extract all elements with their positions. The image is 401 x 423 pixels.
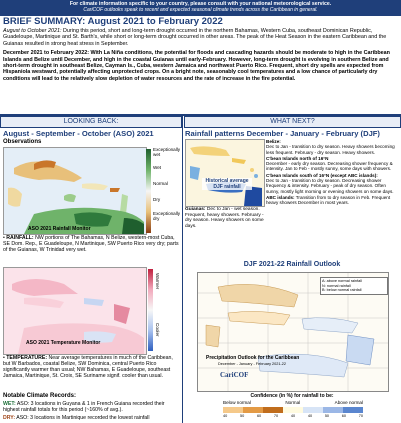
conf-swatch-3 [263, 407, 283, 413]
legend-cooler: Cooler [155, 323, 160, 337]
dry-record [3, 415, 180, 421]
belize-text: Dec to Jan - transition to dry season. Heavy showers becoming less frequent. February - dry season. Heavy showers. [266, 144, 395, 155]
what-next-header: WHAT NEXT? [184, 116, 401, 128]
historical-label: Historical average DJF rainfall [202, 178, 252, 190]
info-banner [0, 0, 401, 16]
outlook-key [320, 277, 388, 295]
guianas-block [185, 207, 265, 229]
tick: 60 [341, 414, 347, 418]
key-normal: N: normal rainfall [322, 283, 351, 288]
brief-summary [3, 16, 398, 82]
tick: 50 [324, 414, 330, 418]
tick: 70 [273, 414, 279, 418]
rainfall-legend [153, 147, 181, 221]
outlook-title: DJF 2021-22 Rainfall Outlook [243, 261, 341, 268]
conf-swatch-7 [343, 407, 363, 413]
tick: 40 [307, 414, 313, 418]
banner-line-2: CariCOF outlooks speak to recent and expected seasonal climate trends across the Caribbean in general. [83, 7, 318, 13]
brief-title: BRIEF SUMMARY: August 2021 to February 2022 [3, 16, 223, 27]
dry-lead: DRY: [3, 415, 16, 421]
temperature-monitor-map [3, 267, 147, 355]
outlook-map [197, 272, 389, 392]
aso-lead: August to October 2021: [3, 28, 62, 34]
legend-normal: Normal [153, 181, 168, 186]
conf-swatch-6 [323, 407, 343, 413]
north-islands-note [266, 156, 399, 172]
belize-note [266, 139, 399, 155]
rainfall-map-graphic [4, 148, 146, 234]
temperature-map-caption: ASO 2021 Temperature Monitor [26, 340, 101, 346]
dry-text: ASO: 3 locations in Martinique recorded the lowest rainfall [16, 415, 150, 421]
wet-record [3, 401, 180, 413]
temperature-summary: • TEMPERATURE: Near average temperatures in much of the Caribbean, but W Barbados, coastal Belize, SW Dominica, central Puerto Rico significantly warmer than usual; NW Bahamas, E Guadeloupe, southeast Jamaica, Martinique, St. Croix, SE Suriname signif. cooler than usual. [3, 355, 173, 379]
djf-text: With La Niña conditions, the potential for floods and cascading hazards should be moderate to high in the Caribbean Islands and Belize until December, and high in the coastal Guianas until early-February. However, long-term drought is evolving in southern Belize and short-term drought in southeast Belize, Cayman Is., Cuba, western Jamaica and northwest Puerto Rico. Frequent, short dry spells are expected from Hispaniola westward, potentially affecting unprotected crops. On a bright note, seasonably cool temperatures and a low chance of particularly dry conditions will lead to the relatively slow depletion of water resources and the rate of increase in the fire potential. [3, 50, 390, 82]
brief-paragraph-aso [3, 28, 398, 47]
brief-paragraph-djf [3, 50, 398, 82]
records-title: Notable Climate Records: [3, 393, 77, 399]
confidence-colorbar [223, 407, 363, 413]
aso-title: August - September - October (ASO) 2021 [3, 129, 154, 138]
guianas-lead: Guianas: [185, 207, 206, 212]
tick: 70 [358, 414, 363, 418]
rainfall-legend-bar [146, 149, 151, 233]
tick: 40 [223, 414, 228, 418]
belize-lead: Belize: [266, 139, 281, 144]
wet-lead: WET: [3, 401, 16, 407]
legend-exc-dry: Exceptionally dry [153, 211, 181, 221]
outlook-subcaption: December - January - February 2021-22 [218, 362, 286, 366]
conf-swatch-5 [303, 407, 323, 413]
south-text: Dec to Jan - transition to dry season. Decreasing shower frequency & intensity. February - peak of dry season. Often sunny, mostly light morning or evening showers on some days. [266, 178, 394, 194]
north-text: December - early dry season. Decreasing shower frequency & intensity. Jan to Feb - mostly sunny, some days with showers. [266, 161, 393, 172]
conf-above: Above normal [334, 400, 363, 405]
guianas-text: Dec to Jan - wet season. Frequent, heavy showers. February - dry season. Heavy showers on some days. [185, 207, 264, 229]
south-islands-note [266, 173, 399, 194]
temperature-legend-bar [148, 269, 153, 351]
conf-swatch-1 [223, 407, 243, 413]
tick: 40 [290, 414, 296, 418]
djf-title: Rainfall patterns December - January - February (DJF) [185, 129, 380, 138]
abc-lead: ABC islands: [266, 194, 295, 200]
rainfall-monitor-map [3, 147, 147, 235]
legend-exc-wet: Exceptionally wet [153, 147, 181, 157]
legend-dry: Dry [153, 197, 161, 202]
rainfall-summary: • RAINFALL: NW portions of The Bahamas, N Belize, western-most Cuba, SE Dom. Rep., E Guadeloupe, N Martinique, SW Puerto Rico very dry; parts of the Guianas, W Trinidad very wet. [3, 235, 179, 253]
south-lead: C'bean Islands south of 16°N (except ABC islands): [266, 172, 378, 178]
confidence-title: Confidence (in %) for rainfall to be: [250, 393, 334, 399]
outlook-caption: Precipitation Outlook for the Caribbean [206, 355, 300, 361]
regional-notes [266, 139, 399, 206]
temperature-text: Near average temperatures in much of the Caribbean, but W Barbados, coastal Belize, SW Dominica, central Puerto Rico significantly warmer than usual; NW Bahamas, E Guadeloupe, southeast Jamaica, Martinique, St. Croix, SE Suriname signif. cooler than usual. [3, 355, 173, 379]
wet-text: ASO: 3 locations in Guyana & 1 in French Guiana recorded their highest rainfall totals for this period (~160% of avg.). [3, 401, 165, 413]
looking-back-header: LOOKING BACK: [0, 116, 182, 128]
djf-lead: December 2021 to February 2022: [3, 50, 89, 57]
rainfall-text: NW portions of The Bahamas, N Belize, western-most Cuba, SE Dom. Rep., E Guadeloupe, N Martinique, SW Puerto Rico very dry; parts of the Guianas, W Trinidad very wet. [3, 235, 179, 253]
tick: 60 [256, 414, 262, 418]
legend-warmer: Warmer [155, 273, 160, 290]
observations-label: Observations [3, 139, 42, 145]
key-below: B: below normal rainfall [322, 288, 362, 293]
historical-rainfall-map [185, 139, 265, 207]
conf-swatch-2 [243, 407, 263, 413]
caricof-logo: CariCOF [220, 371, 249, 379]
looking-back-column [0, 127, 182, 423]
what-next-column [183, 127, 401, 423]
banner-line-1: For climate information specific to your country, please consult with your national meteorological service. [69, 1, 332, 7]
tick: 50 [239, 414, 245, 418]
conf-below: Below normal [223, 400, 251, 405]
rainfall-lead: RAINFALL: [6, 235, 34, 241]
historical-map-graphic [186, 140, 264, 206]
confidence-ticks [223, 414, 363, 418]
abc-text: Transition from to dry season in Feb. Frequent heavy showers December in most years. [266, 194, 391, 206]
abc-islands-note [266, 195, 399, 206]
aso-text: During this period, short and long-term drought occurred in the northern Bahamas, Western Cuba, southeast Dominican Republic, Guadeloupe, Martinique and St. Barth's, while short or long-term drought occurred in other areas. The peak of the Heat Season in the eastern Caribbean and the Guianas resulted in strong heat stress in September. [3, 28, 387, 47]
legend-wet: Wet [153, 165, 162, 170]
conf-normal: Normal [285, 400, 301, 405]
confidence-categories [223, 400, 363, 405]
temperature-lead: TEMPERATURE: [6, 355, 48, 361]
conf-swatch-4 [283, 407, 303, 413]
north-lead: C'bean Islands north of 16°N [266, 155, 329, 161]
key-above: A: above normal rainfall [322, 279, 362, 283]
rainfall-map-caption: ASO 2021 Rainfall Monitor [28, 226, 91, 232]
